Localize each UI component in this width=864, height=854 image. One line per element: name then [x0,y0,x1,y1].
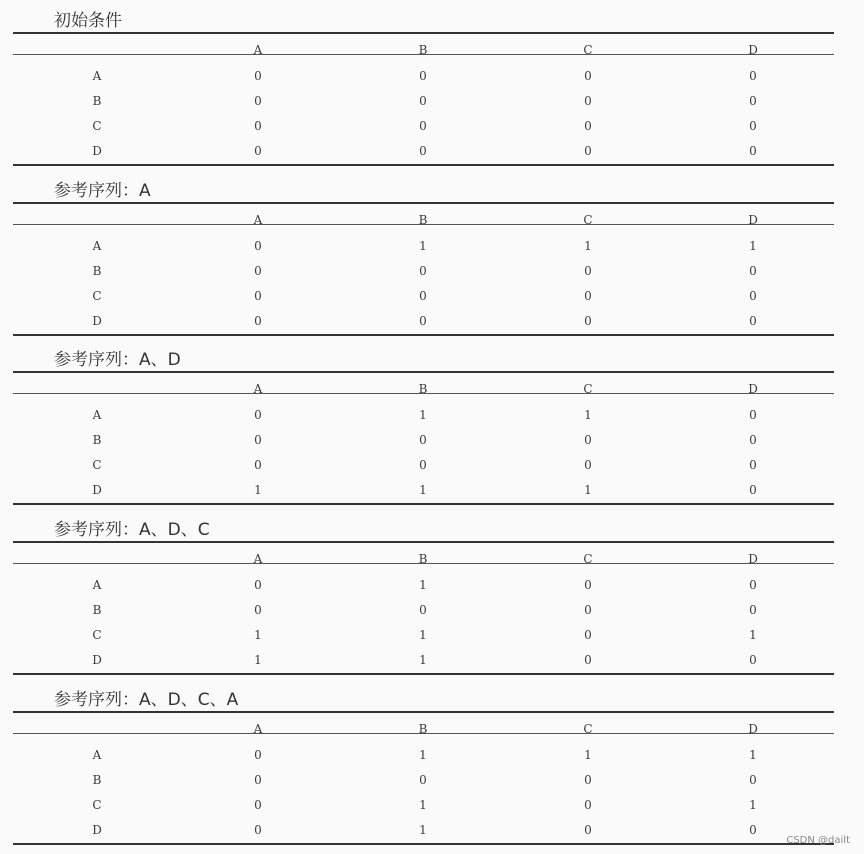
table-cell: 0 [419,773,427,787]
table-cell: 0 [584,458,592,472]
column-header: B [418,382,428,396]
section-title: 参考序列：A、D、C、A [54,690,239,710]
table-cell: 1 [419,483,427,497]
table-cell: 0 [584,69,592,83]
table-cell: 0 [584,603,592,617]
section-title: 参考序列：A [54,181,151,201]
row-label: A [92,578,102,592]
column-header: A [253,213,263,227]
column-header: D [748,213,758,227]
table-cell: 0 [749,314,757,328]
state-table [13,202,834,338]
row-label: A [92,408,102,422]
table-cell: 0 [584,798,592,812]
table-cell: 0 [749,69,757,83]
table-section [0,513,864,683]
row-label: D [92,653,102,667]
table-cell: 0 [254,823,262,837]
row-label: A [92,69,102,83]
table-cell: 0 [749,408,757,422]
table-cell: 0 [419,289,427,303]
column-header: B [418,213,428,227]
table-cell: 0 [749,458,757,472]
row-label: B [92,603,102,617]
column-header: B [418,552,428,566]
table-cell: 0 [419,69,427,83]
column-header: D [748,552,758,566]
column-header: C [583,382,593,396]
row-label: B [92,773,102,787]
table-top-rule [13,541,834,543]
row-label: A [92,239,102,253]
table-cell: 1 [584,483,592,497]
table-section [0,4,864,174]
table-bottom-rule [13,843,834,845]
table-cell: 0 [584,94,592,108]
table-cell: 0 [419,458,427,472]
table-cell: 0 [254,408,262,422]
table-section [0,174,864,344]
table-cell: 0 [419,94,427,108]
table-cell: 1 [419,653,427,667]
table-section [0,343,864,513]
row-label: A [92,748,102,762]
table-cell: 0 [254,603,262,617]
table-cell: 1 [419,239,427,253]
table-cell: 1 [584,239,592,253]
table-cell: 0 [749,653,757,667]
column-header: C [583,722,593,736]
table-bottom-rule [13,503,834,505]
table-cell: 0 [584,119,592,133]
row-label: C [92,119,102,133]
table-cell: 1 [254,628,262,642]
table-cell: 0 [584,823,592,837]
column-header: A [253,43,263,57]
table-cell: 0 [584,578,592,592]
table-cell: 0 [749,119,757,133]
row-label: B [92,433,102,447]
table-cell: 0 [584,653,592,667]
table-cell: 1 [749,748,757,762]
table-cell: 0 [254,433,262,447]
column-header: D [748,382,758,396]
table-cell: 1 [419,578,427,592]
row-label: C [92,458,102,472]
table-cell: 1 [419,748,427,762]
column-header: C [583,213,593,227]
table-top-rule [13,371,834,373]
table-cell: 0 [254,69,262,83]
table-cell: 0 [419,314,427,328]
table-top-rule [13,202,834,204]
table-section [0,683,864,853]
column-header: B [418,43,428,57]
row-label: C [92,289,102,303]
table-cell: 1 [749,239,757,253]
table-bottom-rule [13,334,834,336]
column-header: A [253,382,263,396]
column-header: B [418,722,428,736]
row-label: D [92,144,102,158]
state-table [13,711,834,847]
column-header: A [253,722,263,736]
table-cell: 0 [749,94,757,108]
table-cell: 0 [584,264,592,278]
table-cell: 0 [749,603,757,617]
row-label: D [92,483,102,497]
table-cell: 1 [254,483,262,497]
table-cell: 0 [419,433,427,447]
table-cell: 0 [749,823,757,837]
watermark: CSDN @dailt [786,835,850,846]
section-title: 初始条件 [54,11,122,31]
table-cell: 0 [254,748,262,762]
column-header: C [583,552,593,566]
table-cell: 0 [749,289,757,303]
table-cell: 1 [584,408,592,422]
state-table [13,32,834,168]
table-cell: 0 [254,578,262,592]
table-cell: 0 [584,773,592,787]
table-cell: 1 [254,653,262,667]
table-cell: 0 [254,314,262,328]
table-cell: 0 [584,314,592,328]
table-cell: 0 [254,458,262,472]
table-cell: 0 [749,773,757,787]
table-cell: 0 [584,433,592,447]
table-top-rule [13,32,834,34]
table-cell: 0 [749,144,757,158]
table-cell: 1 [419,628,427,642]
table-cell: 0 [254,289,262,303]
table-bottom-rule [13,673,834,675]
table-cell: 0 [254,798,262,812]
table-top-rule [13,711,834,713]
row-label: B [92,264,102,278]
table-cell: 0 [584,289,592,303]
table-cell: 0 [254,239,262,253]
state-table [13,371,834,507]
column-header: D [748,43,758,57]
table-cell: 1 [749,798,757,812]
table-cell: 1 [749,628,757,642]
table-cell: 1 [419,798,427,812]
table-cell: 0 [254,264,262,278]
table-cell: 0 [749,433,757,447]
table-cell: 0 [584,144,592,158]
row-label: C [92,798,102,812]
column-header: A [253,552,263,566]
table-cell: 0 [254,773,262,787]
table-cell: 0 [419,119,427,133]
table-cell: 0 [749,264,757,278]
table-cell: 0 [749,578,757,592]
row-label: D [92,314,102,328]
section-title: 参考序列：A、D、C [54,520,210,540]
row-label: B [92,94,102,108]
table-cell: 0 [749,483,757,497]
table-cell: 0 [254,119,262,133]
table-bottom-rule [13,164,834,166]
table-cell: 0 [419,264,427,278]
state-table [13,541,834,677]
table-cell: 1 [419,408,427,422]
table-cell: 1 [419,823,427,837]
section-title: 参考序列：A、D [54,350,181,370]
table-cell: 1 [584,748,592,762]
table-cell: 0 [419,144,427,158]
table-cell: 0 [254,94,262,108]
table-cell: 0 [419,603,427,617]
column-header: C [583,43,593,57]
row-label: C [92,628,102,642]
row-label: D [92,823,102,837]
table-cell: 0 [254,144,262,158]
column-header: D [748,722,758,736]
table-cell: 0 [584,628,592,642]
